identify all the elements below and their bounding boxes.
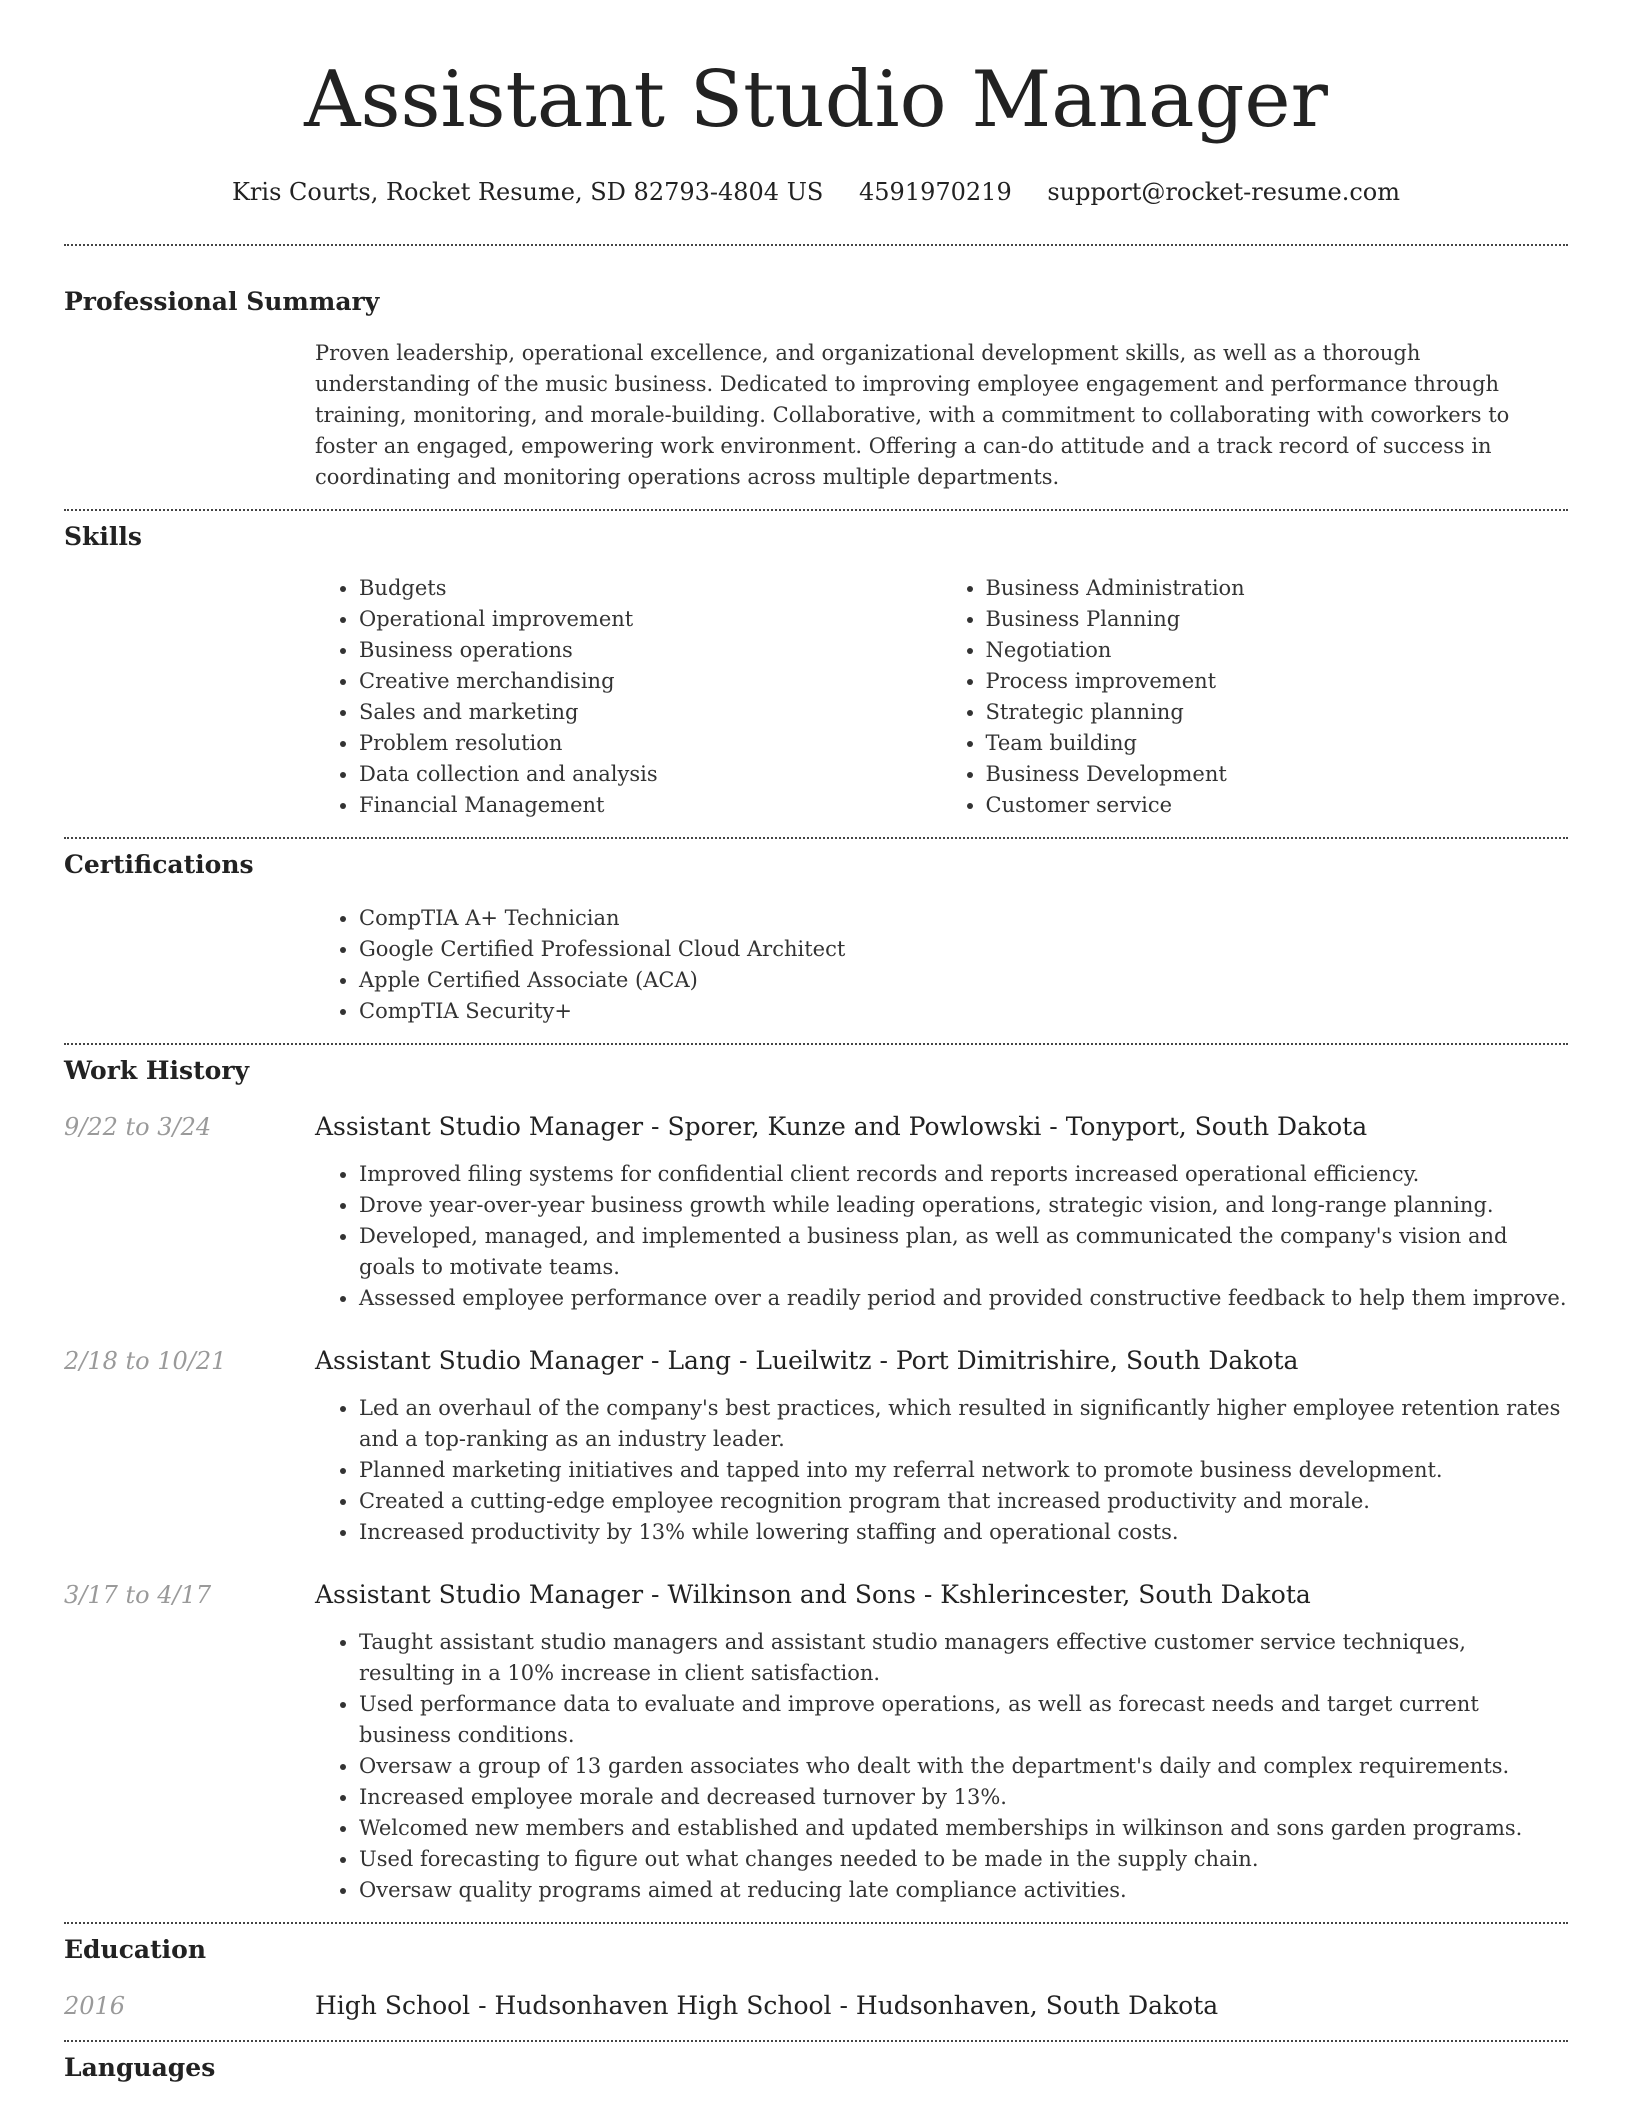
skill-item: • Business operations bbox=[359, 635, 942, 666]
work-history-heading: Work History bbox=[64, 1056, 250, 1085]
job-bullet: • Increased productivity by 13% while lowering staffing and operational costs. bbox=[359, 1517, 1568, 1548]
job-title: Assistant Studio Manager - Lang - Lueilwitz - Port Dimitrishire, South Dakota bbox=[315, 1346, 1299, 1375]
skills-heading: Skills bbox=[64, 522, 142, 551]
skill-item: • Business Development bbox=[986, 759, 1569, 790]
job-bullet: • Planned marketing initiatives and tapped into my referral network to promote business development. bbox=[359, 1455, 1568, 1486]
summary-heading: Professional Summary bbox=[64, 287, 380, 316]
job-bullet: • Oversaw quality programs aimed at reducing late compliance activities. bbox=[359, 1875, 1568, 1906]
job-dates: 2/18 to 10/21 bbox=[64, 1347, 227, 1375]
skills-column-right bbox=[942, 573, 1569, 821]
skill-item: • Budgets bbox=[359, 573, 942, 604]
skill-item: • Data collection and analysis bbox=[359, 759, 942, 790]
job-bullet: • Created a cutting-edge employee recognition program that increased productivity and morale. bbox=[359, 1486, 1568, 1517]
resume-page bbox=[64, 0, 1568, 2084]
skill-item: • Customer service bbox=[986, 790, 1569, 821]
languages-heading: Languages bbox=[64, 2053, 216, 2082]
resume-name: Assistant Studio Manager bbox=[304, 55, 1328, 145]
job-bullet: • Used performance data to evaluate and improve operations, as well as forecast needs and target current business conditions. bbox=[359, 1689, 1568, 1751]
education-title: High School - Hudsonhaven High School - Hudsonhaven, South Dakota bbox=[315, 1991, 1219, 2020]
job-bullet: • Oversaw a group of 13 garden associates who dealt with the department's daily and complex requirements. bbox=[359, 1751, 1568, 1782]
divider bbox=[64, 2040, 1568, 2042]
job-bullets bbox=[315, 1159, 1568, 1314]
skill-item: • Team building bbox=[986, 728, 1569, 759]
skill-item: • Process improvement bbox=[986, 666, 1569, 697]
contact-email: support@rocket-resume.com bbox=[1047, 178, 1400, 206]
job-title: Assistant Studio Manager - Wilkinson and Sons - Kshlerincester, South Dakota bbox=[315, 1580, 1311, 1609]
divider bbox=[64, 1043, 1568, 1045]
job-bullet: • Welcomed new members and established and updated memberships in wilkinson and sons garden programs. bbox=[359, 1813, 1568, 1844]
divider bbox=[64, 244, 1568, 246]
skill-item: • Creative merchandising bbox=[359, 666, 942, 697]
certifications-list bbox=[315, 903, 1568, 1027]
job-title: Assistant Studio Manager - Sporer, Kunze and Powlowski - Tonyport, South Dakota bbox=[315, 1112, 1368, 1141]
job-bullet: • Taught assistant studio managers and assistant studio managers effective customer service techniques, resulting in a 10% increase in client satisfaction. bbox=[359, 1627, 1568, 1689]
contact-line bbox=[64, 176, 1568, 208]
job-bullets bbox=[315, 1393, 1568, 1548]
job-bullet: • Led an overhaul of the company's best practices, which resulted in significantly higher employee retention rates and a top-ranking as an industry leader. bbox=[359, 1393, 1568, 1455]
job-bullet: • Used forecasting to figure out what changes needed to be made in the supply chain. bbox=[359, 1844, 1568, 1875]
skill-item: • Business Administration bbox=[986, 573, 1569, 604]
job-bullet: • Assessed employee performance over a readily period and provided constructive feedback to help them improve. bbox=[359, 1283, 1568, 1314]
job-dates: 3/17 to 4/17 bbox=[64, 1581, 212, 1609]
job-entry bbox=[64, 1579, 1568, 1906]
skills-column-left bbox=[315, 573, 942, 821]
education-entry bbox=[64, 1990, 1568, 2022]
job-entry bbox=[64, 1111, 1568, 1314]
skill-item: • Operational improvement bbox=[359, 604, 942, 635]
certification-item: • CompTIA Security+ bbox=[359, 996, 1568, 1027]
certifications-heading: Certifications bbox=[64, 850, 254, 879]
skills-list bbox=[315, 573, 1568, 821]
certification-item: • Google Certified Professional Cloud Architect bbox=[359, 934, 1568, 965]
job-dates: 9/22 to 3/24 bbox=[64, 1113, 212, 1141]
job-bullet: • Increased employee morale and decreased turnover by 13%. bbox=[359, 1782, 1568, 1813]
skill-item: • Problem resolution bbox=[359, 728, 942, 759]
skill-item: • Business Planning bbox=[986, 604, 1569, 635]
divider bbox=[64, 509, 1568, 511]
skill-item: • Strategic planning bbox=[986, 697, 1569, 728]
summary-text: Proven leadership, operational excellence, and organizational development skills, as well as a thorough understanding of the music business. Dedicated to improving employee engagement and performance through training, monitoring, and morale-building. Collaborative, with a commitment to collaborating with coworkers to foster an engaged, empowering work environment. Offering a can-do attitude and a track record of success in coordinating and monitoring operations across multiple departments. bbox=[315, 341, 1510, 489]
certification-item: • Apple Certified Associate (ACA) bbox=[359, 965, 1568, 996]
job-bullet: • Drove year-over-year business growth while leading operations, strategic vision, and long-range planning. bbox=[359, 1190, 1568, 1221]
job-bullet: • Improved filing systems for confidential client records and reports increased operational efficiency. bbox=[359, 1159, 1568, 1190]
education-year: 2016 bbox=[64, 1992, 126, 2020]
job-bullet: • Developed, managed, and implemented a business plan, as well as communicated the company's vision and goals to motivate teams. bbox=[359, 1221, 1568, 1283]
divider bbox=[64, 1922, 1568, 1924]
education-heading: Education bbox=[64, 1935, 207, 1964]
skill-item: • Financial Management bbox=[359, 790, 942, 821]
skill-item: • Negotiation bbox=[986, 635, 1569, 666]
divider bbox=[64, 837, 1568, 839]
contact-address: Kris Courts, Rocket Resume, SD 82793-4804 US bbox=[232, 178, 824, 206]
contact-phone: 4591970219 bbox=[859, 178, 1012, 206]
job-entry bbox=[64, 1345, 1568, 1548]
certification-item: • CompTIA A+ Technician bbox=[359, 903, 1568, 934]
job-bullets bbox=[315, 1627, 1568, 1906]
resume-header bbox=[64, 0, 1568, 208]
skill-item: • Sales and marketing bbox=[359, 697, 942, 728]
